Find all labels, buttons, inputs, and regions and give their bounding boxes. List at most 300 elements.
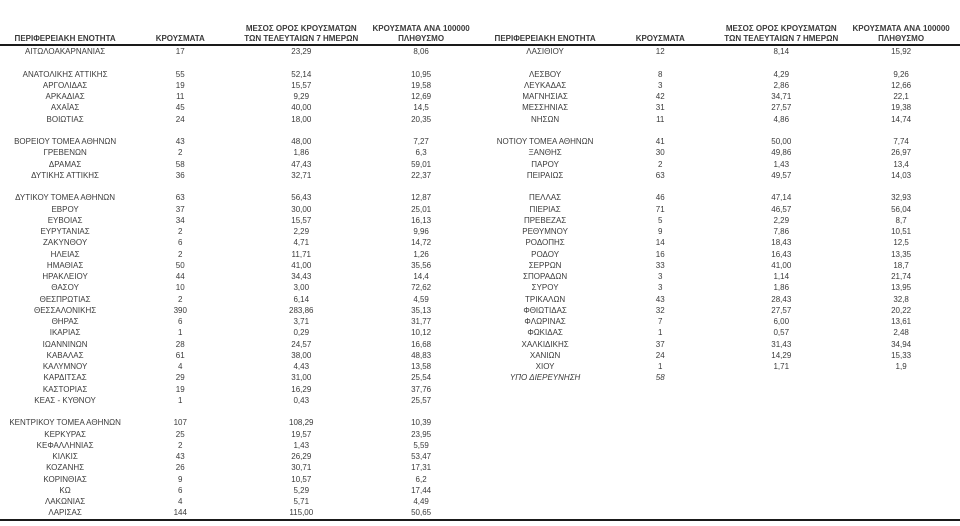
cases-cell: 33 bbox=[655, 260, 665, 270]
avg-7day-cell: 1,43 bbox=[293, 440, 310, 450]
avg-7day-cell: 5,29 bbox=[293, 485, 310, 495]
spacer-row bbox=[0, 181, 470, 192]
table-row bbox=[480, 147, 950, 158]
table-row bbox=[0, 339, 470, 350]
per-100k-cell: 19,58 bbox=[411, 80, 432, 90]
region-cell: ΚΕΑΣ - ΚΥΘΝΟΥ bbox=[34, 395, 96, 405]
region-cell: ΘΗΡΑΣ bbox=[51, 317, 79, 326]
avg-7day-cell: 5,71 bbox=[293, 497, 310, 506]
cases-cell: 11 bbox=[656, 114, 665, 124]
avg-7day-cell: 1,14 bbox=[773, 272, 790, 281]
header-per100k-line2: ΠΛΗΘΥΣΜΟ bbox=[398, 34, 445, 43]
avg-7day-cell: 4,29 bbox=[773, 69, 790, 79]
per-100k-cell: 50,65 bbox=[411, 508, 432, 518]
region-cell: ΑΡΓΟΛΙΔΑΣ bbox=[42, 80, 88, 90]
table-row bbox=[480, 260, 950, 271]
cases-cell: 34 bbox=[175, 215, 185, 225]
header-per100k-line1: ΚΡΟΥΣΜΑΤΑ ΑΝΑ 100000 bbox=[852, 24, 950, 33]
avg-7day-cell: 30,00 bbox=[291, 204, 312, 214]
spacer-row bbox=[480, 181, 950, 192]
region-cell: ΣΥΡΟΥ bbox=[531, 283, 559, 293]
region-cell: ΝΗΣΩΝ bbox=[530, 114, 560, 124]
region-cell: ΠΕΛΛΑΣ bbox=[529, 193, 562, 203]
region-cell: ΕΥΡΥΤΑΝΙΑΣ bbox=[40, 227, 90, 236]
cases-cell: 19 bbox=[175, 384, 185, 394]
table-row bbox=[0, 271, 470, 282]
header-rule bbox=[0, 44, 960, 46]
region-cell: ΖΑΚΥΝΘΟΥ bbox=[42, 238, 88, 248]
cases-cell: 9 bbox=[178, 474, 183, 484]
per-100k-cell: 34,94 bbox=[891, 339, 912, 349]
table-row bbox=[0, 237, 470, 248]
table-row bbox=[480, 282, 950, 293]
avg-7day-cell: 47,43 bbox=[291, 159, 312, 169]
region-cell: ΛΕΣΒΟΥ bbox=[528, 69, 562, 79]
per-100k-cell: 32,8 bbox=[893, 294, 909, 304]
region-cell: ΦΘΙΩΤΙΔΑΣ bbox=[523, 305, 567, 315]
avg-7day-cell: 26,29 bbox=[291, 452, 312, 461]
cases-cell: 3 bbox=[658, 283, 663, 293]
per-100k-cell: 12,69 bbox=[411, 92, 432, 101]
cases-cell: 1 bbox=[178, 395, 183, 405]
header-avg-line1: ΜΕΣΟΣ ΟΡΟΣ ΚΡΟΥΣΜΑΤΩΝ bbox=[245, 24, 357, 33]
cases-cell: 12 bbox=[655, 47, 665, 56]
avg-7day-cell: 32,71 bbox=[291, 170, 312, 180]
cases-cell: 41 bbox=[655, 137, 665, 146]
per-100k-cell: 20,22 bbox=[891, 305, 912, 315]
table-row bbox=[0, 147, 470, 158]
bottom-rule bbox=[0, 519, 960, 521]
table-row bbox=[0, 485, 470, 496]
region-cell: ΠΙΕΡΙΑΣ bbox=[529, 204, 561, 214]
table-row bbox=[0, 496, 470, 507]
table-row bbox=[480, 249, 950, 260]
per-100k-cell: 22,37 bbox=[411, 170, 432, 180]
table-row bbox=[0, 474, 470, 485]
cases-cell: 7 bbox=[658, 317, 663, 326]
region-cell: ΡΟΔΟΠΗΣ bbox=[525, 238, 565, 248]
region-cell: ΘΕΣΠΡΩΤΙΑΣ bbox=[39, 294, 91, 304]
header-per-100k bbox=[372, 24, 470, 44]
cases-cell: 24 bbox=[655, 350, 665, 360]
cases-cell: 31 bbox=[655, 103, 665, 113]
cases-cell: 25 bbox=[175, 429, 185, 439]
per-100k-cell: 32,93 bbox=[891, 193, 912, 203]
table-row bbox=[480, 114, 950, 125]
region-cell: ΛΑΚΩΝΙΑΣ bbox=[44, 497, 86, 506]
cases-cell: 4 bbox=[178, 362, 183, 371]
per-100k-cell: 10,12 bbox=[411, 328, 432, 338]
cases-cell: 19 bbox=[175, 80, 185, 90]
table-row bbox=[480, 316, 950, 327]
avg-7day-cell: 0,29 bbox=[293, 328, 310, 338]
avg-7day-cell: 46,57 bbox=[771, 204, 792, 214]
region-cell: ΚΑΡΔΙΤΣΑΣ bbox=[43, 373, 87, 383]
region-cell: ΜΑΓΝΗΣΙΑΣ bbox=[522, 92, 568, 101]
cases-cell: 30 bbox=[655, 148, 665, 158]
cases-cell: 144 bbox=[173, 508, 187, 518]
table-row bbox=[0, 361, 470, 372]
region-cell: ΒΟΡΕΙΟΥ ΤΟΜΕΑ ΑΘΗΝΩΝ bbox=[14, 137, 117, 146]
region-cell: ΞΑΝΘΗΣ bbox=[528, 148, 562, 158]
cases-cell: 43 bbox=[175, 452, 185, 461]
avg-7day-cell: 3,00 bbox=[293, 283, 310, 293]
table-row bbox=[0, 159, 470, 170]
avg-7day-cell: 40,00 bbox=[291, 103, 312, 113]
header-region-label: ΠΕΡΙΦΕΡΕΙΑΚΗ ΕΝΟΤΗΤΑ bbox=[494, 34, 596, 43]
per-100k-cell: 26,97 bbox=[891, 148, 912, 158]
avg-7day-cell: 18,43 bbox=[771, 238, 792, 248]
per-100k-cell: 25,57 bbox=[411, 395, 432, 405]
per-100k-cell: 15,92 bbox=[891, 47, 912, 56]
per-100k-cell: 7,74 bbox=[893, 137, 909, 146]
cases-cell: 8 bbox=[658, 69, 663, 79]
region-cell: ΘΑΣΟΥ bbox=[51, 283, 79, 293]
avg-7day-cell: 0,57 bbox=[773, 328, 790, 338]
region-cell: ΝΟΤΙΟΥ ΤΟΜΕΑ ΑΘΗΝΩΝ bbox=[496, 137, 594, 146]
region-cell: ΘΕΣΣΑΛΟΝΙΚΗΣ bbox=[33, 305, 97, 315]
per-100k-cell: 15,33 bbox=[891, 350, 912, 360]
per-100k-cell: 16,13 bbox=[411, 215, 432, 225]
avg-7day-cell: 6,00 bbox=[773, 317, 790, 326]
table-row bbox=[0, 282, 470, 293]
per-100k-cell: 31,77 bbox=[411, 317, 432, 326]
table-row bbox=[0, 260, 470, 271]
cases-cell: 45 bbox=[175, 103, 185, 113]
per-100k-cell: 72,62 bbox=[411, 283, 432, 293]
cases-cell: 29 bbox=[175, 373, 185, 383]
cases-cell: 107 bbox=[173, 418, 187, 428]
per-100k-cell: 14,03 bbox=[891, 170, 912, 180]
per-100k-cell: 1,26 bbox=[413, 249, 429, 259]
table-row bbox=[0, 136, 470, 147]
per-100k-cell: 10,95 bbox=[411, 69, 432, 79]
table-row bbox=[480, 80, 950, 91]
region-cell: ΕΒΡΟΥ bbox=[51, 204, 79, 214]
cases-cell: 37 bbox=[175, 204, 185, 214]
cases-cell: 2 bbox=[178, 294, 183, 304]
cases-cell: 2 bbox=[178, 227, 183, 236]
header-avg-line2: ΤΩΝ ΤΕΛΕΥΤΑΙΩΝ 7 ΗΜΕΡΩΝ bbox=[724, 34, 839, 43]
region-cell: ΕΥΒΟΙΑΣ bbox=[47, 215, 83, 225]
cases-cell: 17 bbox=[175, 47, 185, 56]
table-row bbox=[0, 249, 470, 260]
table-row bbox=[480, 192, 950, 203]
header-per100k-line2: ΠΛΗΘΥΣΜΟ bbox=[878, 34, 925, 43]
cases-cell: 44 bbox=[175, 272, 185, 281]
per-100k-cell: 13,61 bbox=[891, 317, 912, 326]
avg-7day-cell: 1,43 bbox=[773, 159, 790, 169]
region-cell: ΚΕΦΑΛΛΗΝΙΑΣ bbox=[36, 440, 94, 450]
avg-7day-cell: 6,14 bbox=[293, 294, 310, 304]
cases-cell: 61 bbox=[175, 350, 185, 360]
region-cell: ΙΩΑΝΝΙΝΩΝ bbox=[42, 339, 88, 349]
cases-cell: 1 bbox=[658, 362, 663, 371]
avg-7day-cell: 30,71 bbox=[291, 463, 312, 473]
region-cell: ΣΠΟΡΑΔΩΝ bbox=[523, 272, 568, 281]
table-row bbox=[480, 91, 950, 102]
cases-cell: 4 bbox=[178, 497, 183, 506]
per-100k-cell: 14,5 bbox=[413, 103, 429, 113]
table-row bbox=[480, 350, 950, 361]
region-cell: ΚΟΖΑΝΗΣ bbox=[46, 463, 85, 473]
spacer-row bbox=[480, 57, 950, 68]
avg-7day-cell: 3,71 bbox=[293, 317, 310, 326]
region-cell: ΑΙΤΩΛΟΑΚΑΡΝΑΝΙΑΣ bbox=[24, 47, 106, 56]
table-row bbox=[0, 350, 470, 361]
region-cell: ΜΕΣΣΗΝΙΑΣ bbox=[522, 103, 569, 113]
per-100k-cell: 2,48 bbox=[893, 328, 909, 338]
table-row bbox=[480, 237, 950, 248]
cases-cell: 2 bbox=[178, 249, 183, 259]
region-cell: ΑΧΑΪΑΣ bbox=[50, 103, 80, 113]
region-cell: ΚΑΒΑΛΑΣ bbox=[46, 350, 84, 360]
avg-7day-cell: 34,71 bbox=[771, 92, 792, 101]
cases-cell: 2 bbox=[178, 148, 183, 158]
avg-7day-cell: 14,29 bbox=[771, 350, 792, 360]
table-row bbox=[480, 204, 950, 215]
table-row bbox=[0, 114, 470, 125]
per-100k-cell: 6,3 bbox=[415, 148, 427, 158]
cases-cell: 55 bbox=[175, 69, 185, 79]
per-100k-cell: 35,56 bbox=[411, 260, 432, 270]
per-100k-cell: 12,87 bbox=[411, 193, 432, 203]
regional-table-left bbox=[0, 0, 470, 526]
per-100k-cell: 12,5 bbox=[893, 238, 909, 248]
table-header-row bbox=[480, 0, 950, 44]
per-100k-cell: 4,59 bbox=[413, 294, 429, 304]
table-row bbox=[0, 80, 470, 91]
cases-cell: 24 bbox=[175, 114, 185, 124]
cases-cell: 5 bbox=[658, 215, 663, 225]
table-row bbox=[0, 417, 470, 428]
header-per-100k bbox=[852, 24, 950, 44]
cases-cell: 32 bbox=[655, 305, 665, 315]
regional-table-right bbox=[480, 0, 950, 526]
header-per100k-line1: ΚΡΟΥΣΜΑΤΑ ΑΝΑ 100000 bbox=[372, 24, 470, 33]
avg-7day-cell: 31,00 bbox=[291, 373, 312, 383]
per-100k-cell: 22,1 bbox=[893, 92, 909, 101]
per-100k-cell: 12,66 bbox=[891, 80, 912, 90]
per-100k-cell: 5,59 bbox=[413, 440, 429, 450]
avg-7day-cell: 47,14 bbox=[771, 193, 792, 203]
cases-cell: 2 bbox=[658, 159, 663, 169]
per-100k-cell: 25,01 bbox=[411, 204, 432, 214]
region-cell: ΦΛΩΡΙΝΑΣ bbox=[524, 317, 566, 326]
table-row bbox=[0, 384, 470, 395]
per-100k-cell: 13,58 bbox=[411, 362, 432, 371]
table-row bbox=[0, 372, 470, 383]
avg-7day-cell: 8,14 bbox=[773, 47, 790, 56]
table-row bbox=[0, 429, 470, 440]
per-100k-cell: 21,74 bbox=[891, 272, 912, 281]
per-100k-cell: 9,26 bbox=[893, 69, 909, 79]
avg-7day-cell: 2,86 bbox=[773, 80, 790, 90]
cases-cell: 10 bbox=[175, 283, 185, 293]
header-region-label: ΠΕΡΙΦΕΡΕΙΑΚΗ ΕΝΟΤΗΤΑ bbox=[14, 34, 116, 43]
spacer-row bbox=[480, 125, 950, 136]
region-cell: ΠΡΕΒΕΖΑΣ bbox=[523, 215, 567, 225]
region-cell: ΠΕΙΡΑΙΩΣ bbox=[526, 170, 564, 180]
per-100k-cell: 35,13 bbox=[411, 305, 432, 315]
table-row bbox=[480, 159, 950, 170]
region-cell: ΛΑΡΙΣΑΣ bbox=[48, 508, 82, 518]
table-row bbox=[0, 102, 470, 113]
cases-cell: 71 bbox=[655, 204, 665, 214]
table-row bbox=[0, 91, 470, 102]
avg-7day-cell: 115,00 bbox=[289, 508, 314, 518]
table-row bbox=[0, 507, 470, 518]
cases-cell: 58 bbox=[175, 159, 185, 169]
table-row bbox=[0, 46, 470, 57]
table-row bbox=[480, 372, 950, 383]
per-100k-cell: 14,74 bbox=[891, 114, 912, 124]
avg-7day-cell: 1,71 bbox=[773, 362, 790, 371]
cases-cell: 63 bbox=[175, 193, 185, 203]
table-row bbox=[480, 69, 950, 80]
avg-7day-cell: 27,57 bbox=[771, 103, 792, 113]
table-row bbox=[480, 339, 950, 350]
per-100k-cell: 53,47 bbox=[411, 452, 432, 461]
cases-cell: 16 bbox=[655, 249, 665, 259]
table-row bbox=[480, 170, 950, 181]
table-row bbox=[0, 69, 470, 80]
per-100k-cell: 9,96 bbox=[413, 227, 429, 236]
avg-7day-cell: 23,29 bbox=[291, 47, 312, 56]
avg-7day-cell: 0,43 bbox=[293, 395, 310, 405]
spacer-row bbox=[0, 125, 470, 136]
cases-cell: 58 bbox=[655, 373, 665, 383]
cases-cell: 1 bbox=[658, 328, 663, 338]
table-row bbox=[0, 215, 470, 226]
region-cell: ΗΡΑΚΛΕΙΟΥ bbox=[42, 272, 88, 281]
spacer-row bbox=[0, 57, 470, 68]
per-100k-cell: 25,54 bbox=[411, 373, 432, 383]
header-avg-line2: ΤΩΝ ΤΕΛΕΥΤΑΙΩΝ 7 ΗΜΕΡΩΝ bbox=[244, 34, 359, 43]
cases-cell: 9 bbox=[658, 227, 663, 236]
table-row bbox=[480, 271, 950, 282]
table-row bbox=[0, 316, 470, 327]
cases-cell: 46 bbox=[655, 193, 665, 203]
per-100k-cell: 37,76 bbox=[411, 384, 432, 394]
avg-7day-cell: 4,43 bbox=[293, 362, 310, 371]
per-100k-cell: 8,06 bbox=[413, 47, 429, 56]
per-100k-cell: 13,35 bbox=[891, 249, 912, 259]
region-cell: ΑΝΑΤΟΛΙΚΗΣ ΑΤΤΙΚΗΣ bbox=[22, 69, 108, 79]
avg-7day-cell: 41,00 bbox=[291, 260, 312, 270]
avg-7day-cell: 15,57 bbox=[291, 80, 312, 90]
header-avg-7day bbox=[230, 24, 372, 44]
avg-7day-cell: 1,86 bbox=[293, 148, 310, 158]
cases-cell: 42 bbox=[655, 92, 665, 101]
per-100k-cell: 17,44 bbox=[411, 485, 432, 495]
cases-cell: 3 bbox=[658, 272, 663, 281]
cases-cell: 1 bbox=[178, 328, 183, 338]
per-100k-cell: 59,01 bbox=[411, 159, 432, 169]
avg-7day-cell bbox=[710, 372, 852, 383]
header-avg-line1: ΜΕΣΟΣ ΟΡΟΣ ΚΡΟΥΣΜΑΤΩΝ bbox=[725, 24, 837, 33]
region-cell: ΛΕΥΚΑΔΑΣ bbox=[523, 80, 567, 90]
avg-7day-cell: 34,43 bbox=[291, 272, 312, 281]
table-row bbox=[0, 451, 470, 462]
region-cell: ΚΑΣΤΟΡΙΑΣ bbox=[42, 384, 88, 394]
avg-7day-cell: 15,57 bbox=[291, 215, 312, 225]
region-cell: ΓΡΕΒΕΝΩΝ bbox=[43, 148, 87, 158]
per-100k-cell: 8,7 bbox=[895, 215, 907, 225]
avg-7day-cell: 4,71 bbox=[293, 238, 310, 248]
table-row bbox=[0, 440, 470, 451]
header-cases bbox=[130, 34, 230, 44]
per-100k-cell: 20,35 bbox=[411, 114, 432, 124]
region-cell: ΚΙΛΚΙΣ bbox=[52, 452, 78, 461]
per-100k-cell: 18,7 bbox=[893, 260, 909, 270]
per-100k-cell: 56,04 bbox=[891, 204, 912, 214]
region-cell: ΧΑΝΙΩΝ bbox=[529, 350, 561, 360]
table-body-right bbox=[480, 46, 950, 384]
region-cell: ΚΟΡΙΝΘΙΑΣ bbox=[43, 474, 87, 484]
region-cell: ΡΟΔΟΥ bbox=[531, 249, 560, 259]
cases-cell: 43 bbox=[655, 294, 665, 304]
avg-7day-cell: 2,29 bbox=[773, 215, 790, 225]
table-row bbox=[0, 395, 470, 406]
per-100k-cell: 23,95 bbox=[411, 429, 432, 439]
avg-7day-cell: 52,14 bbox=[291, 69, 312, 79]
cases-cell: 50 bbox=[175, 260, 185, 270]
per-100k-cell: 6,2 bbox=[415, 474, 427, 484]
avg-7day-cell: 10,57 bbox=[291, 474, 312, 484]
per-100k-cell: 7,27 bbox=[413, 137, 429, 146]
avg-7day-cell: 24,57 bbox=[291, 339, 312, 349]
cases-cell: 63 bbox=[655, 170, 665, 180]
cases-cell: 36 bbox=[175, 170, 185, 180]
avg-7day-cell: 16,29 bbox=[291, 384, 312, 394]
avg-7day-cell: 41,00 bbox=[771, 260, 792, 270]
table-row bbox=[0, 170, 470, 181]
region-cell: ΛΑΣΙΘΙΟΥ bbox=[526, 47, 564, 56]
avg-7day-cell: 7,86 bbox=[773, 227, 790, 236]
header-region bbox=[480, 34, 610, 44]
region-cell: ΤΡΙΚΑΛΩΝ bbox=[524, 294, 566, 304]
per-100k-cell: 10,51 bbox=[891, 227, 912, 236]
header-cases bbox=[610, 34, 710, 44]
table-row bbox=[480, 226, 950, 237]
region-cell: ΧΙΟΥ bbox=[535, 362, 555, 371]
avg-7day-cell: 283,86 bbox=[289, 305, 314, 315]
region-cell: ΔΡΑΜΑΣ bbox=[48, 159, 82, 169]
per-100k-cell: 4,49 bbox=[413, 497, 429, 506]
table-row bbox=[480, 327, 950, 338]
region-cell: ΚΕΡΚΥΡΑΣ bbox=[44, 429, 86, 439]
avg-7day-cell: 38,00 bbox=[291, 350, 312, 360]
table-row bbox=[480, 102, 950, 113]
table-row bbox=[0, 462, 470, 473]
region-cell: ΔΥΤΙΚΗΣ ΑΤΤΙΚΗΣ bbox=[31, 170, 100, 180]
avg-7day-cell: 49,86 bbox=[771, 148, 792, 158]
region-cell: ΧΑΛΚΙΔΙΚΗΣ bbox=[521, 339, 569, 349]
header-cases-label: ΚΡΟΥΣΜΑΤΑ bbox=[155, 34, 205, 43]
cases-cell: 3 bbox=[658, 80, 663, 90]
table-row bbox=[480, 305, 950, 316]
header-avg-7day bbox=[710, 24, 852, 44]
cases-cell: 390 bbox=[173, 305, 187, 315]
table-row bbox=[0, 327, 470, 338]
spacer-row bbox=[0, 406, 470, 417]
per-100k-cell: 13,4 bbox=[893, 159, 909, 169]
avg-7day-cell: 19,57 bbox=[291, 429, 312, 439]
avg-7day-cell: 2,29 bbox=[293, 227, 310, 236]
per-100k-cell bbox=[852, 372, 950, 383]
avg-7day-cell: 31,43 bbox=[771, 339, 792, 349]
